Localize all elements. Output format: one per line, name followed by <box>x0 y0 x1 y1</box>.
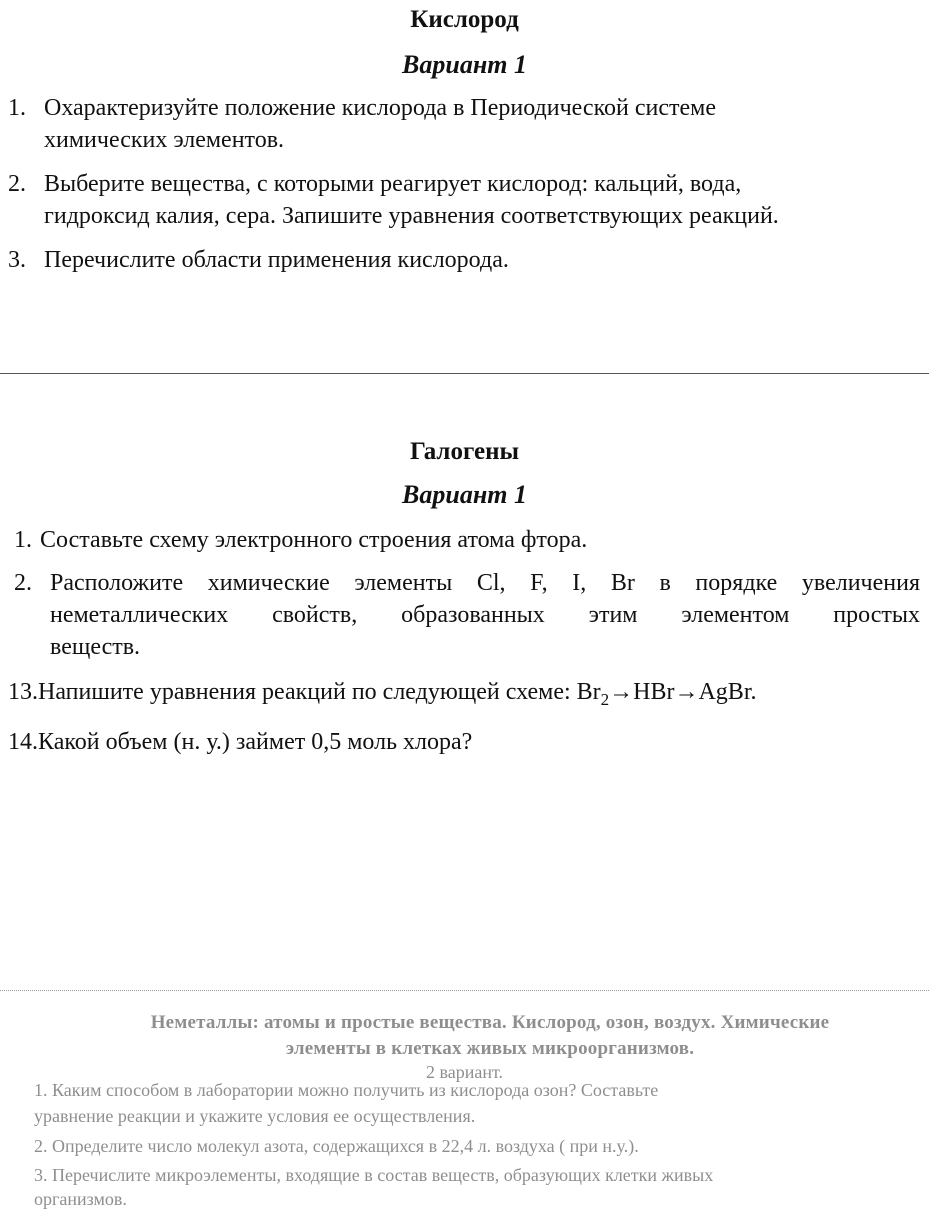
question-number: 13. <box>8 679 38 705</box>
section3-line: организмов. <box>34 1189 127 1209</box>
question-line: неметаллических свойств, образованных этим элементом простых <box>50 602 920 628</box>
question-text: Напишите уравнения реакций по следующей схеме: Br <box>38 679 601 705</box>
section2-question-2 <box>14 567 920 663</box>
question-number: 14. <box>8 729 38 755</box>
section3-variant: 2 вариант. <box>425 1062 504 1082</box>
section2-variant: Вариант 1 <box>402 480 527 509</box>
question-line: Охарактеризуйте положение кислорода в Периодической системе <box>44 95 716 121</box>
section1-question-1 <box>8 92 908 156</box>
question-line: Перечислите области применения кислорода. <box>44 247 509 273</box>
question-line: Выберите вещества, с которыми реагирует кислород: кальций, вода, <box>44 171 742 197</box>
section3-line: 2. Определите число молекул азота, содержащихся в 22,4 л. воздуха ( при н.у.). <box>34 1136 639 1156</box>
section3-line: 3. Перечислите микроэлементы, входящие в состав веществ, образующих клетки живых <box>34 1165 714 1185</box>
section3-line: 1. Каким способом в лаборатории можно получить из кислорода озон? Составьте <box>34 1080 659 1100</box>
section1-title: Кислород <box>410 6 519 33</box>
question-text: Какой объем (н. у.) займет 0,5 моль хлора? <box>38 729 473 755</box>
question-number: 2. <box>8 171 26 197</box>
question-line: Расположите химические элементы Cl, F, I, Br в порядке увеличения <box>50 570 920 596</box>
question-line: химических элементов. <box>44 127 285 153</box>
question-line: веществ. <box>50 634 141 660</box>
section2-question-1 <box>14 524 914 556</box>
question-number: 3. <box>8 247 26 273</box>
section-divider <box>0 990 929 991</box>
question-line: гидроксид калия, сера. Запишите уравнения соответствующих реакций. <box>44 203 779 229</box>
question-number: 1. <box>8 95 26 121</box>
section3-line: уравнение реакции и укажите условия ее осуществления. <box>34 1106 476 1126</box>
section2-question-13 <box>8 676 918 716</box>
question-number: 1. <box>14 527 32 553</box>
reaction-scheme: →HBr→AgBr. <box>609 679 757 705</box>
section2-title: Галогены <box>410 438 519 465</box>
section-divider <box>0 373 929 374</box>
section2-question-14 <box>8 726 908 758</box>
subscript: 2 <box>600 689 610 709</box>
section1-question-2 <box>8 168 918 232</box>
section3-title <box>60 1010 920 1062</box>
question-line: Составьте схему электронного строения атома фтора. <box>40 527 588 553</box>
section1-question-3 <box>8 244 908 276</box>
section1-variant: Вариант 1 <box>402 50 527 79</box>
section3-title-line: элементы в клетках живых микроорганизмов. <box>285 1038 695 1059</box>
question-number: 2. <box>14 570 32 596</box>
section3-title-line: Неметаллы: атомы и простые вещества. Кислород, озон, воздух. Химические <box>150 1012 830 1033</box>
